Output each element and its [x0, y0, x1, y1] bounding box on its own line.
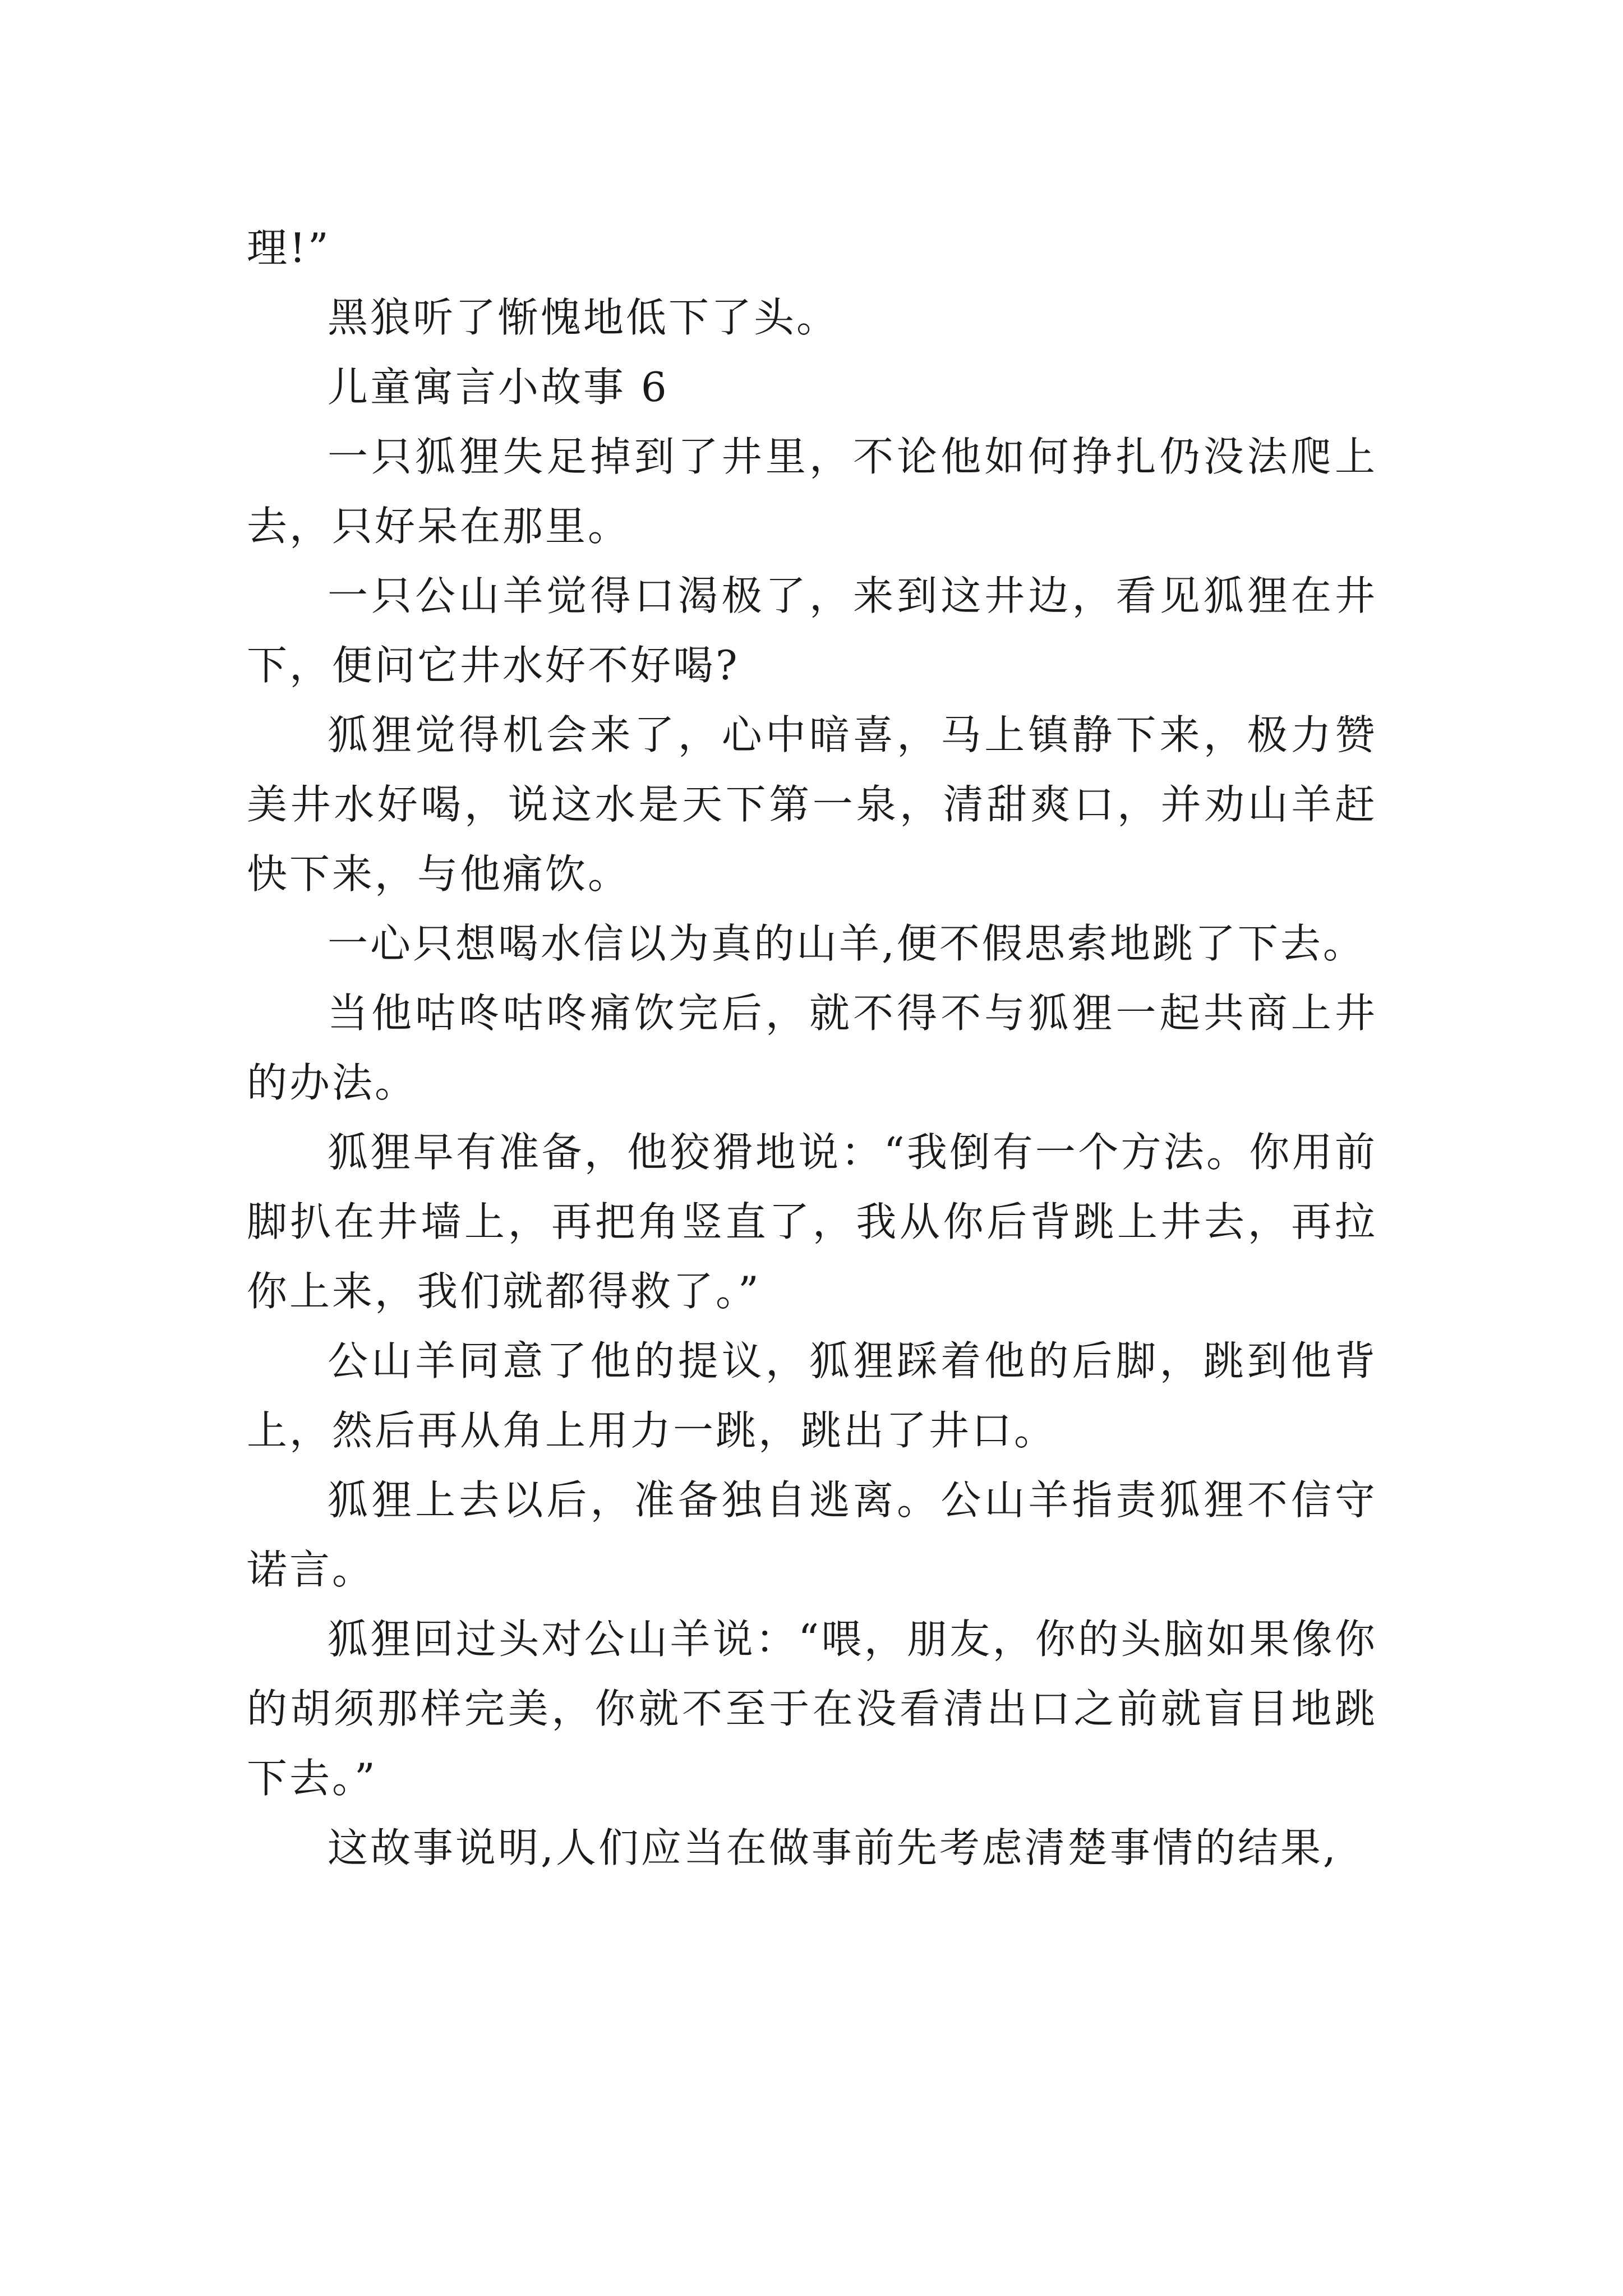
paragraph-continuation: 理!” — [247, 224, 331, 272]
paragraph: 狐狸早有准备，他狡猾地说：“我倒有一个方法。你用前脚扒在井墙上，再把角竖直了，我从你后背跳上井去，再拉你上来，我们就都得救了。” — [247, 1129, 1377, 1315]
paragraph: 公山羊同意了他的提议，狐狸踩着他的后脚，跳到他背上，然后再从角上用力一跳，跳出了井口。 — [247, 1337, 1377, 1454]
paragraph: 一只狐狸失足掉到了井里，不论他如何挣扎仍没法爬上去，只好呆在那里。 — [247, 433, 1377, 550]
paragraph: 黑狼听了惭愧地低下了头。 — [328, 294, 840, 341]
paragraph: 一只公山羊觉得口渴极了，来到这井边，看见狐狸在井下，便问它井水好不好喝? — [247, 572, 1377, 689]
paragraph: 狐狸觉得机会来了，心中暗喜，马上镇静下来，极力赞美井水好喝，说这水是天下第一泉，清甜爽口，并劝山羊赶快下来，与他痛饮。 — [247, 711, 1377, 898]
paragraph: 这故事说明,人们应当在做事前先考虑清楚事情的结果, — [328, 1824, 1338, 1871]
section-heading: 儿童寓言小故事 6 — [328, 364, 669, 411]
paragraph: 当他咕咚咕咚痛饮完后，就不得不与狐狸一起共商上井的办法。 — [247, 990, 1377, 1106]
paragraph: 狐狸上去以后，准备独自逃离。公山羊指责狐狸不信守诺言。 — [247, 1476, 1377, 1593]
paragraph: 狐狸回过头对公山羊说：“喂，朋友，你的头脑如果像你的胡须那样完美，你就不至于在没看清出口之前就盲目地跳下去。” — [247, 1616, 1377, 1802]
document-body — [247, 213, 1377, 1883]
paragraph: 一心只想喝水信以为真的山羊,便不假思索地跳了下去。 — [328, 920, 1366, 967]
